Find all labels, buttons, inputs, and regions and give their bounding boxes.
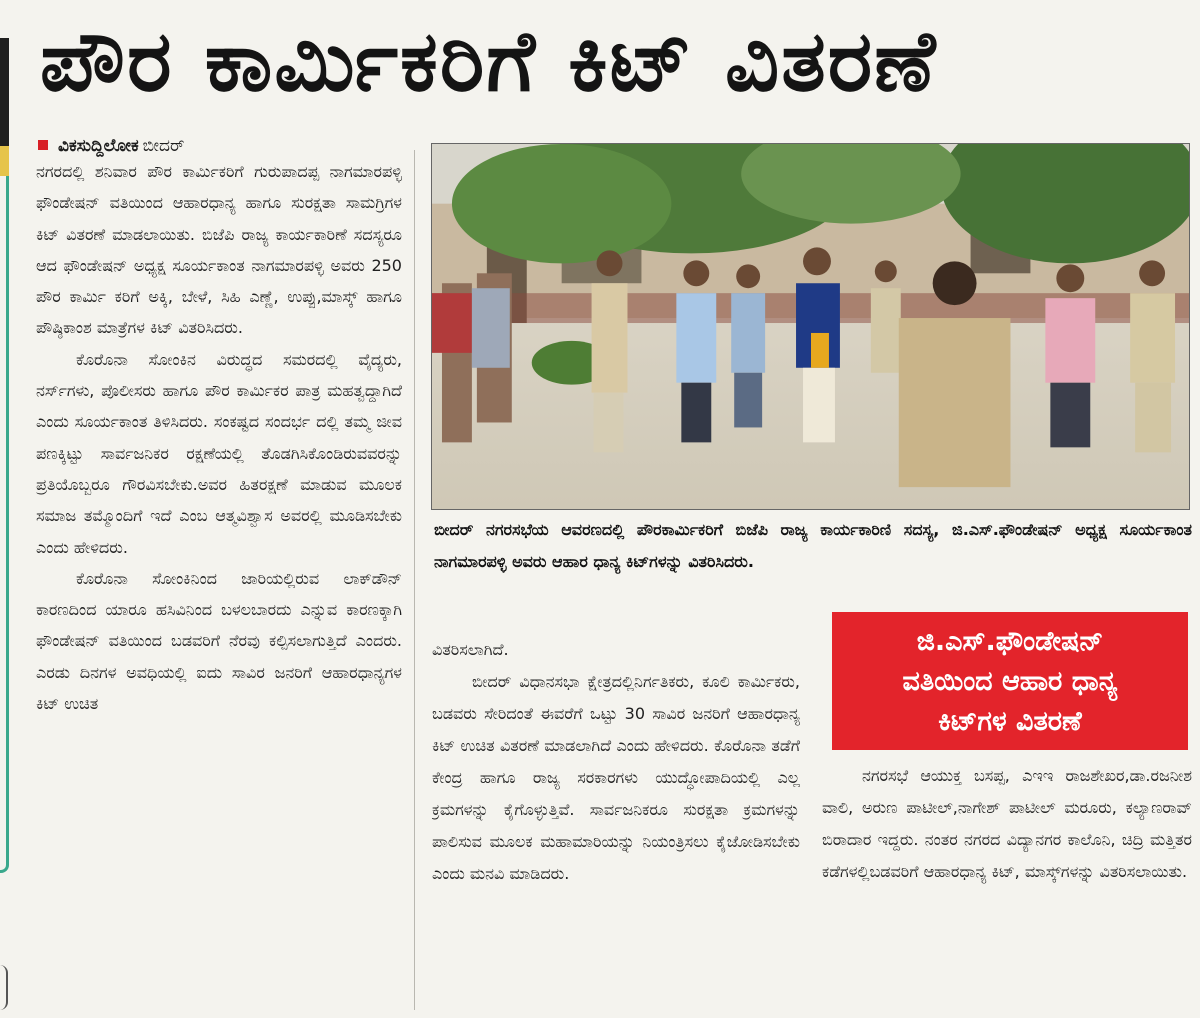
column-divider [414,150,415,1010]
highlight-line: ಜಿ.ಎಸ್.ಫೌಂಡೇಷನ್ [916,626,1104,657]
paragraph: ಕೊರೊನಾ ಸೋಂಕಿನಿಂದ ಜಾರಿಯಲ್ಲಿರುವ ಲಾಕ್‌ಡೌನ್ ಕಾರಣದಿಂದ ಯಾರೂ ಹಸಿವಿನಿಂದ ಬಳಲಬಾರದು ಎನ್ನುವ ಕಾರಣಕ್ಕಾಗಿ ಫೌಂಡೇಷನ್ ವತಿಯಿಂದ ಬಡವರಿಗೆ ನೆರವು ಕಲ್ಪಿಸಲಾಗುತ್ತಿದೆ ಎಂದರು. ಎರಡು ದಿನಗಳ ಅವಧಿಯಲ್ಲಿ ಐದು ಸಾವಿರ ಜನರಿಗೆ ಆಹಾರಧಾನ್ಯಗಳ ಕಿಟ್ ಉಚಿತ [36,568,402,714]
highlight-line: ಕಿಟ್‌ಗಳ ವಿತರಣೆ [938,706,1082,737]
photo-scene [432,144,1189,509]
adjacent-column-border [0,38,9,873]
highlight-line: ವತಿಯಿಂದ ಆಹಾರ ಧಾನ್ಯ [902,666,1118,697]
paragraph: ನಗರಸಭೆ ಆಯುಕ್ತ ಬಸಪ್ಪ, ಎಇಇ ರಾಜಶೇಖರ,ಡಾ.ರಜನೀಶ ವಾಲಿ, ಅರುಣ ಪಾಟೀಲ್,ನಾಗೇಶ್ ಪಾಟೀಲ್ ಮರೂರು, ಕಲ್ಯಾಣರಾವ್ ಬಿರಾದಾರ ಇದ್ದರು. ನಂತರ ನಗರದ ವಿದ್ಯಾನಗರ ಕಾಲೊನಿ, ಚಿದ್ರಿ ಮತ್ತಿತರ ಕಡೆಗಳಲ್ಲಿಬಡವರಿಗೆ ಆಹಾರಧಾನ್ಯ ಕಿಟ್, ಮಾಸ್ಕ್‌ಗಳನ್ನು ವಿತರಿಸಲಾಯಿತು. [822,766,1192,881]
adjacent-edge-mark [0,965,8,1010]
byline [38,134,184,158]
paragraph: ಕೊರೊನಾ ಸೋಂಕಿನ ವಿರುದ್ಧದ ಸಮರದಲ್ಲಿ ವೈದ್ಯರು, ನರ್ಸ್‌ಗಳು, ಪೊಲೀಸರು ಹಾಗೂ ಪೌರ ಕಾರ್ಮಿಕರ ಪಾತ್ರ ಮಹತ್ವದ್ದಾಗಿದೆ ಎಂದು ಸೂರ್ಯಕಾಂತ ತಿಳಿಸಿದರು. ಸಂಕಷ್ಟದ ಸಂದರ್ಭ ದಲ್ಲಿ ತಮ್ಮ ಜೀವ ಪಣಕ್ಕಿಟ್ಟು ಸಾರ್ವಜನಿಕರ ರಕ್ಷಣೆಯಲ್ಲಿ ತೊಡಗಿಸಿಕೊಂಡಿರುವವರನ್ನು ಪ್ರತಿಯೊಬ್ಬರೂ ಗೌರವಿಸಬೇಕು.ಅವರ ಹಿತರಕ್ಷಣೆ ಮಾಡುವ ಮೂಲಕ ಸಮಾಜ ತಮ್ಮೊಂದಿಗೆ ಇದೆ ಎಂಬ ಆತ್ಮವಿಶ್ವಾಸ ಅವರಲ್ಲಿ ಮೂಡಿಸಬೇಕು ಎಂದು ಹೇಳಿದರು. [36,349,402,557]
article-column-2 [432,634,800,1004]
paragraph: ಬೀದರ್ ವಿಧಾನಸಭಾ ಕ್ಷೇತ್ರದಲ್ಲಿನಿರ್ಗತಿಕರು, ಕೂಲಿ ಕಾರ್ಮಿಕರು, ಬಡವರು ಸೇರಿದಂತೆ ಈವರೆಗೆ ಒಟ್ಟು 30 ಸಾವಿರ ಜನರಿಗೆ ಆಹಾರಧಾನ್ಯ ಕಿಟ್ ಉಚಿತ ವಿತರಣೆ ಮಾಡಲಾಗಿದೆ ಎಂದು ಹೇಳಿದರು. ಕೊರೊನಾ ತಡೆಗೆ ಕೇಂದ್ರ ಹಾಗೂ ರಾಜ್ಯ ಸರಕಾರಗಳು ಯುದ್ಧೋಪಾದಿಯಲ್ಲಿ ಎಲ್ಲ ಕ್ರಮಗಳನ್ನು ಕೈಗೊಳ್ಳುತ್ತಿವೆ. ಸಾರ್ವಜನಿಕರೂ ಸುರಕ್ಷತಾ ಕ್ರಮಗಳನ್ನು ಪಾಲಿಸುವ ಮೂಲಕ ಮಹಾಮಾರಿಯನ್ನು ನಿಯಂತ್ರಿಸಲು ಕೈಜೋಡಿಸಬೇಕು ಎಂದು ಮನವಿ ಮಾಡಿದರು. [432,672,800,883]
adjacent-green-frame [0,176,9,873]
highlight-box [832,612,1188,750]
adjacent-dark-band [0,38,9,146]
paragraph: ನಗರದಲ್ಲಿ ಶನಿವಾರ ಪೌರ ಕಾರ್ಮಿಕರಿಗೆ ಗುರುಪಾದಪ್ಪ ನಾಗಮಾರಪಳ್ಳಿ ಫೌಂಡೇಷನ್ ವತಿಯಿಂದ ಆಹಾರಧಾನ್ಯ ಹಾಗೂ ಸುರಕ್ಷತಾ ಸಾಮಗ್ರಿಗಳ ಕಿಟ್ ವಿತರಣೆ ಮಾಡಲಾಯಿತು. ಬಿಜೆಪಿ ರಾಜ್ಯ ಕಾರ್ಯಕಾರಿಣೆ ಸದಸ್ಯರೂ ಆದ ಫೌಂಡೇಷನ್ ಅಧ್ಯಕ್ಷ ಸೂರ್ಯಕಾಂತ ನಾಗಮಾರಪಳ್ಳಿ ಅವರು 250 ಪೌರ ಕಾರ್ಮಿ ಕರಿಗೆ ಅಕ್ಕಿ, ಬೇಳೆ, ಸಿಹಿ ಎಣ್ಣೆ, ಉಪ್ಪು,ಮಾಸ್ಕ್ ಹಾಗೂ ಪೌಷ್ಠಿಕಾಂಶ ಮಾತ್ರೆಗಳ ಕಿಟ್ ವಿತರಿಸಿದರು. [36,162,402,338]
paragraph: ವಿತರಿಸಲಾಗಿದೆ. [432,640,509,659]
news-photo [431,143,1190,510]
headline: ಪೌರ ಕಾರ್ಮಿಕರಿಗೆ ಕಿಟ್ ವಿತರಣೆ [40,12,938,110]
byline-place: ಬೀದರ್ [142,136,185,156]
byline-bullet-icon [38,140,48,150]
byline-name: ವಿಕಸುದ್ದಿಲೋಕ [58,136,139,156]
article-column-3 [822,760,1192,1010]
adjacent-yellow-band [0,146,9,176]
article-column-1 [36,156,402,1006]
photo-caption: ಬೀದರ್ ನಗರಸಭೆಯ ಆವರಣದಲ್ಲಿ ಪೌರಕಾರ್ಮಿಕರಿಗೆ ಬಿಜೆಪಿ ರಾಜ್ಯ ಕಾರ್ಯಕಾರಿಣಿ ಸದಸ್ಯ, ಜಿ.ಎಸ್.ಫೌಂಡೇಷನ್ ಅಧ್ಯಕ್ಷ ಸೂರ್ಯಕಾಂತ ನಾಗಮಾರಪಳ್ಳಿ ಅವರು ಆಹಾರ ಧಾನ್ಯ ಕಿಟ್‌ಗಳನ್ನು ವಿತರಿಸಿದರು. [434,520,1192,571]
